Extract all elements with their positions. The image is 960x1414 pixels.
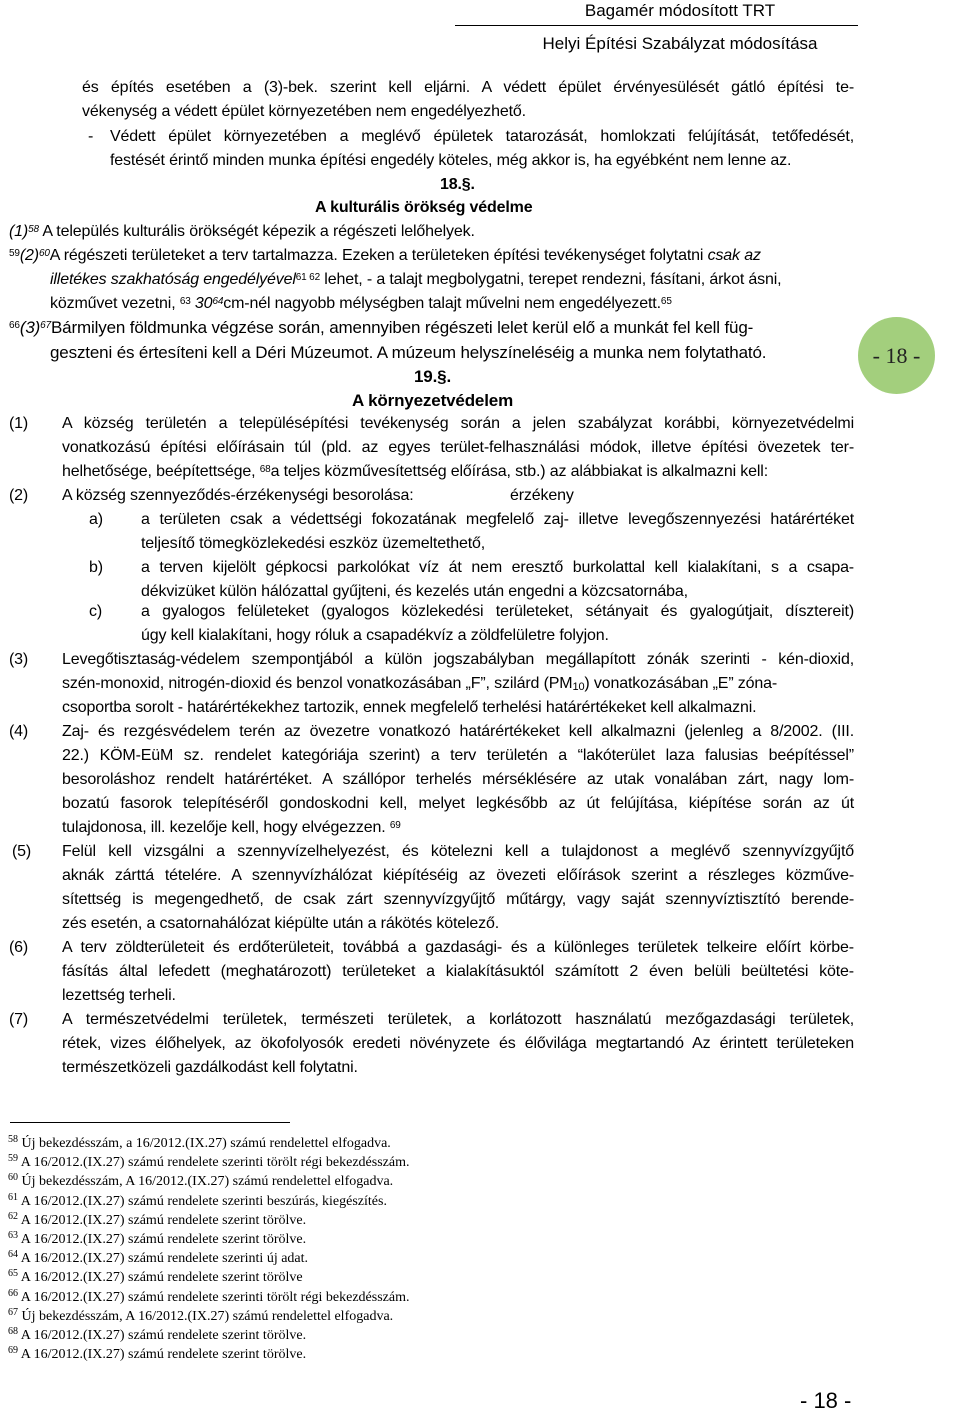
paragraph-3-line: geszteni és értesíteni kell a Déri Múzeumot. A múzeum helyszíneléséig a munka nem folytatható. [50,343,767,362]
paragraph-text: A település kulturális örökségét képezik a régészeti lelőhelyek. [38,223,475,240]
section-title: A kulturális örökség védelme [315,199,533,216]
body-line: Zaj- és rezgésvédelem terén az övezetre vonatkozó határértékeket kell alkalmazni (jelenleg a 8/2002. (III. [62,723,854,740]
footnote-text: A 16/2012.(IX.27) számú rendelete szerinti új adat. [18,1251,309,1267]
footnote-text: A 16/2012.(IX.27) számú rendelete szerint törölve. [18,1328,307,1343]
paragraph-1 [9,222,475,242]
footnote-text: A 16/2012.(IX.27) számú rendelete szerint törölve [18,1270,303,1286]
paragraph-text: közművet vezetni, [50,295,180,312]
body-line: Felül kell vizsgálni a szennyvízelhelyezést, és kötelezni kell a tulajdonost a meglévő szennyvízgyűjtő [62,843,854,860]
footnote-number: 61 [8,1191,18,1203]
footnote-ref: 63 [179,296,191,307]
list-label: c) [89,603,103,620]
footnote [8,1155,410,1171]
paragraph-text: helhetősége, beépítettsége, [62,463,260,480]
footnote [8,1251,308,1267]
body-line: a terven kijelölt gépkocsi parkolókat víz át nem eresztő burkolattal kell kialakítani, s a csapa- [141,559,854,576]
footnote [8,1306,394,1325]
body-line: teljesítő tömegközlekedési eszköz üzemeltethető, [141,535,486,552]
footnote-text: Új bekezdésszám, A 16/2012.(IX.27) számú rendelettel elfogadva. [18,1174,394,1190]
paragraph-number: (2) [9,487,29,504]
body-line: úgy kell kialakítani, hogy róluk a csapadékvíz a zöldfelületre folyjon. [141,627,609,644]
page-number: - 18 - [800,1388,852,1413]
paragraph-text: A régészeti területeket a terv tartalmazza. [49,247,338,264]
footnote-ref: 67 [40,320,51,331]
body-line: fásítás által lefedett (meghatározott) területeket a kialakításuktól számított 2 éven belüli beültetési köte- [62,963,854,980]
paragraph-number: (6) [9,939,29,956]
footnote-ref: 66 [9,320,20,331]
paragraph-text: Ezeken a területeken építési tevékenységet folytatni [337,247,708,264]
footnote-text: Új bekezdésszám, A 16/2012.(IX.27) számú rendelettel elfogadva. [18,1308,394,1324]
body-line: dékvizüket külön hálózattal gyűjteni, és kezelés után engedni a közcsatornába, [141,583,688,600]
paragraph-3-line [9,318,753,338]
footnote-divider [10,1122,290,1123]
paragraph-number: (1) [9,415,29,432]
footnote-ref: 59 [9,248,20,259]
footnote-number: 66 [8,1287,18,1299]
body-line: festését érintő minden munka építési engedély köteles, még akkor is, ha egyébként nem lenne az. [110,152,792,169]
list-dash: - [88,128,94,145]
body-line: Védett épület környezetében a meglévő épületek tatarozását, homlokzati felújítását, tetőfedését, [110,128,854,145]
footnote-ref: 65 [660,296,672,307]
body-line: a gyalogos felületeket (gyalogos közlekedési területeket, sétányait és gyalogútjait, dísztereit) [141,603,854,620]
document-title: Bagamér módosított TRT [584,1,776,20]
body-line: lezettség terheli. [62,987,176,1004]
footnote-text: A 16/2012.(IX.27) számú rendelete szerint törölve. [18,1347,307,1363]
footnote-number: 65 [8,1268,18,1280]
footnote [8,1232,306,1248]
footnote [8,1328,306,1344]
body-line: természetközeli gazdálkodást kell folytatni. [62,1059,358,1076]
footnote-ref: 61 62 [295,272,321,283]
footnote-number: 64 [8,1249,18,1261]
paragraph-2-line [50,270,781,290]
paragraph-number: (7) [9,1011,29,1028]
page-badge: - 18 - [858,317,935,394]
paragraph-text: lehet, - a talajt megbolygatni, terepet rendezni, fásítani, árkot ásni, [320,271,782,288]
footnote-number: 69 [8,1345,18,1357]
paragraph-text: tulajdonosa, ill. kezelője kell, hogy elvégezzen. [62,819,386,836]
body-line: sítettség is megengedhető, de csak zárt szennyvízgyűjtő műtárgy, vagy saját szennyvíztisztító berende- [62,891,854,908]
body-line: vonatkozású építési előírásain túl (pld. az egyes terület-felhasználási módok, illetve építési övezetek ter- [62,439,854,456]
footnote-number: 59 [8,1153,18,1165]
footnote-ref: 68 [259,464,271,475]
body-line: vékenység a védett épület környezetében nem engedélyezhető. [82,103,526,120]
paragraph-text: illetékes szakhatóság engedélyével [50,271,296,288]
list-label: a) [89,511,103,528]
footnote-ref: 64 [212,296,224,307]
body-line [62,818,401,838]
body-line: A község szennyeződés-érzékenységi besorolása: [62,487,414,504]
footnote-number: 60 [8,1172,18,1184]
classification-value: érzékeny [510,487,574,504]
footnote-number: 67 [8,1306,18,1318]
paragraph-text: Bármilyen földmunka végzése során, amennyiben régészeti lelet kerül elő a munkát fel kell füg- [50,318,754,337]
footnote-text: A 16/2012.(IX.27) számú rendelete szerinti törölt régi bekezdésszám. [18,1289,410,1305]
paragraph-text: ) vonatkozásában „E” zóna- [584,675,778,692]
paragraph-number: (3) [19,318,41,337]
paragraph-number: (4) [9,723,29,740]
footnote [8,1287,410,1306]
footnote [8,1347,306,1363]
paragraph-2-line [50,294,672,314]
paragraph-text: csak az [707,247,761,264]
footnote [8,1210,307,1229]
section-number: 19.§. [414,367,452,386]
footnote-number: 62 [8,1210,18,1222]
body-line: és építés esetében a (3)-bek. szerint kell eljárni. A védett épület érvényesülését gátló építési te- [82,79,854,96]
paragraph-text: a teljes közművesítettség előírása, stb.) az alábbiakat is alkalmazni kell: [270,463,769,480]
list-label: b) [89,559,103,576]
body-line: Levegőtisztaság-védelem szempontjából a külön jogszabályban megállapított zónák szerinti - kén-dioxid, [62,651,854,668]
footnote-ref: 69 [389,820,401,831]
paragraph-number: (2) [19,247,39,264]
paragraph-number: (1) [9,223,29,240]
body-line: besoroláshoz rendelt határértéket. A szállópor terhelés mérséklésére az utak vonalában zárt, nagy lom- [62,771,854,788]
paragraph-text: cm-nél nagyobb mélységben talajt művelni nem engedélyezett. [223,295,661,312]
paragraph-text: szén-monoxid, nitrogén-dioxid és benzol vonatkozásában „F”, szilárd (PM [62,675,573,692]
body-line: csoportba sorolt - határértékekhez tartozik, ennek megfelelő terhelési határértékeket kell alkalmazni. [62,699,757,716]
footnote-number: 63 [8,1230,18,1241]
footnote [8,1270,303,1286]
footnote [8,1191,387,1210]
paragraph-text: 30 [190,295,213,312]
body-line: rétek, vizes élőhelyek, az ökofolyosók eredeti növényzete és élővilága megtartandó Az érintett területeken [62,1035,854,1052]
footnote-number: 68 [8,1326,18,1337]
header-divider [455,25,858,26]
footnote-ref: 58 [28,224,39,235]
body-line: aknák zárttá tételére. A szennyvízhálózat kiépítéséig az övezeti előírások szerint a részleges közműve- [62,867,854,884]
body-line: 22.) KÖM-EüM sz. rendelet kategóriája szerint) a terv területén a “lakóterület laza falusias beépítéssel” [62,747,854,764]
paragraph-2-line [9,246,761,266]
body-line: a területen csak a védettségi fokozatának megfelelő zaj- illetve levegőszennyezési határértéket [141,511,854,528]
body-line: A község területén a településépítési tevékenység során a jelen szabályzat korábbi, környezetvédelmi [62,415,854,432]
paragraph-number: (5) [12,843,32,860]
paragraph-number: (3) [9,651,29,668]
body-line: A terv zöldterületeit és erdőterületeit, továbbá a gazdasági- és a különleges területek telkeire előírt körbe- [62,939,854,956]
footnote-text: A 16/2012.(IX.27) számú rendelete szerinti törölt régi bekezdésszám. [18,1155,410,1171]
body-line [62,462,768,482]
footnote [8,1174,393,1190]
section-title: A környezetvédelem [352,391,514,410]
section-number: 18.§. [440,176,475,193]
document-subtitle: Helyi Építési Szabályzat módosítása [542,34,818,53]
footnote-text: A 16/2012.(IX.27) számú rendelete szerinti beszúrás, kiegészítés. [18,1193,387,1209]
body-line: zés esetén, a csatornahálózat kiépülte után a rákötés kötelező. [62,915,500,932]
subscript: 10 [572,681,585,693]
body-line: bozatú fasorok telepítéséről gondoskodni kell, melyet legkésőbb az út felújítása, kiépítése során az út [62,795,854,812]
body-line [62,674,854,694]
footnote-text: A 16/2012.(IX.27) számú rendelete szerint törölve. [18,1232,307,1247]
footnote-text: A 16/2012.(IX.27) számú rendelete szerint törölve. [18,1212,307,1228]
body-line: A természetvédelmi területek, természeti területek, a korlátozott használatú mezőgazdasági területek, [62,1011,854,1028]
footnote [8,1136,391,1152]
footnote-ref: 60 [38,248,50,259]
footnote-number: 58 [8,1134,18,1145]
footnote-text: Új bekezdésszám, a 16/2012.(IX.27) számú rendelettel elfogadva. [18,1136,391,1151]
